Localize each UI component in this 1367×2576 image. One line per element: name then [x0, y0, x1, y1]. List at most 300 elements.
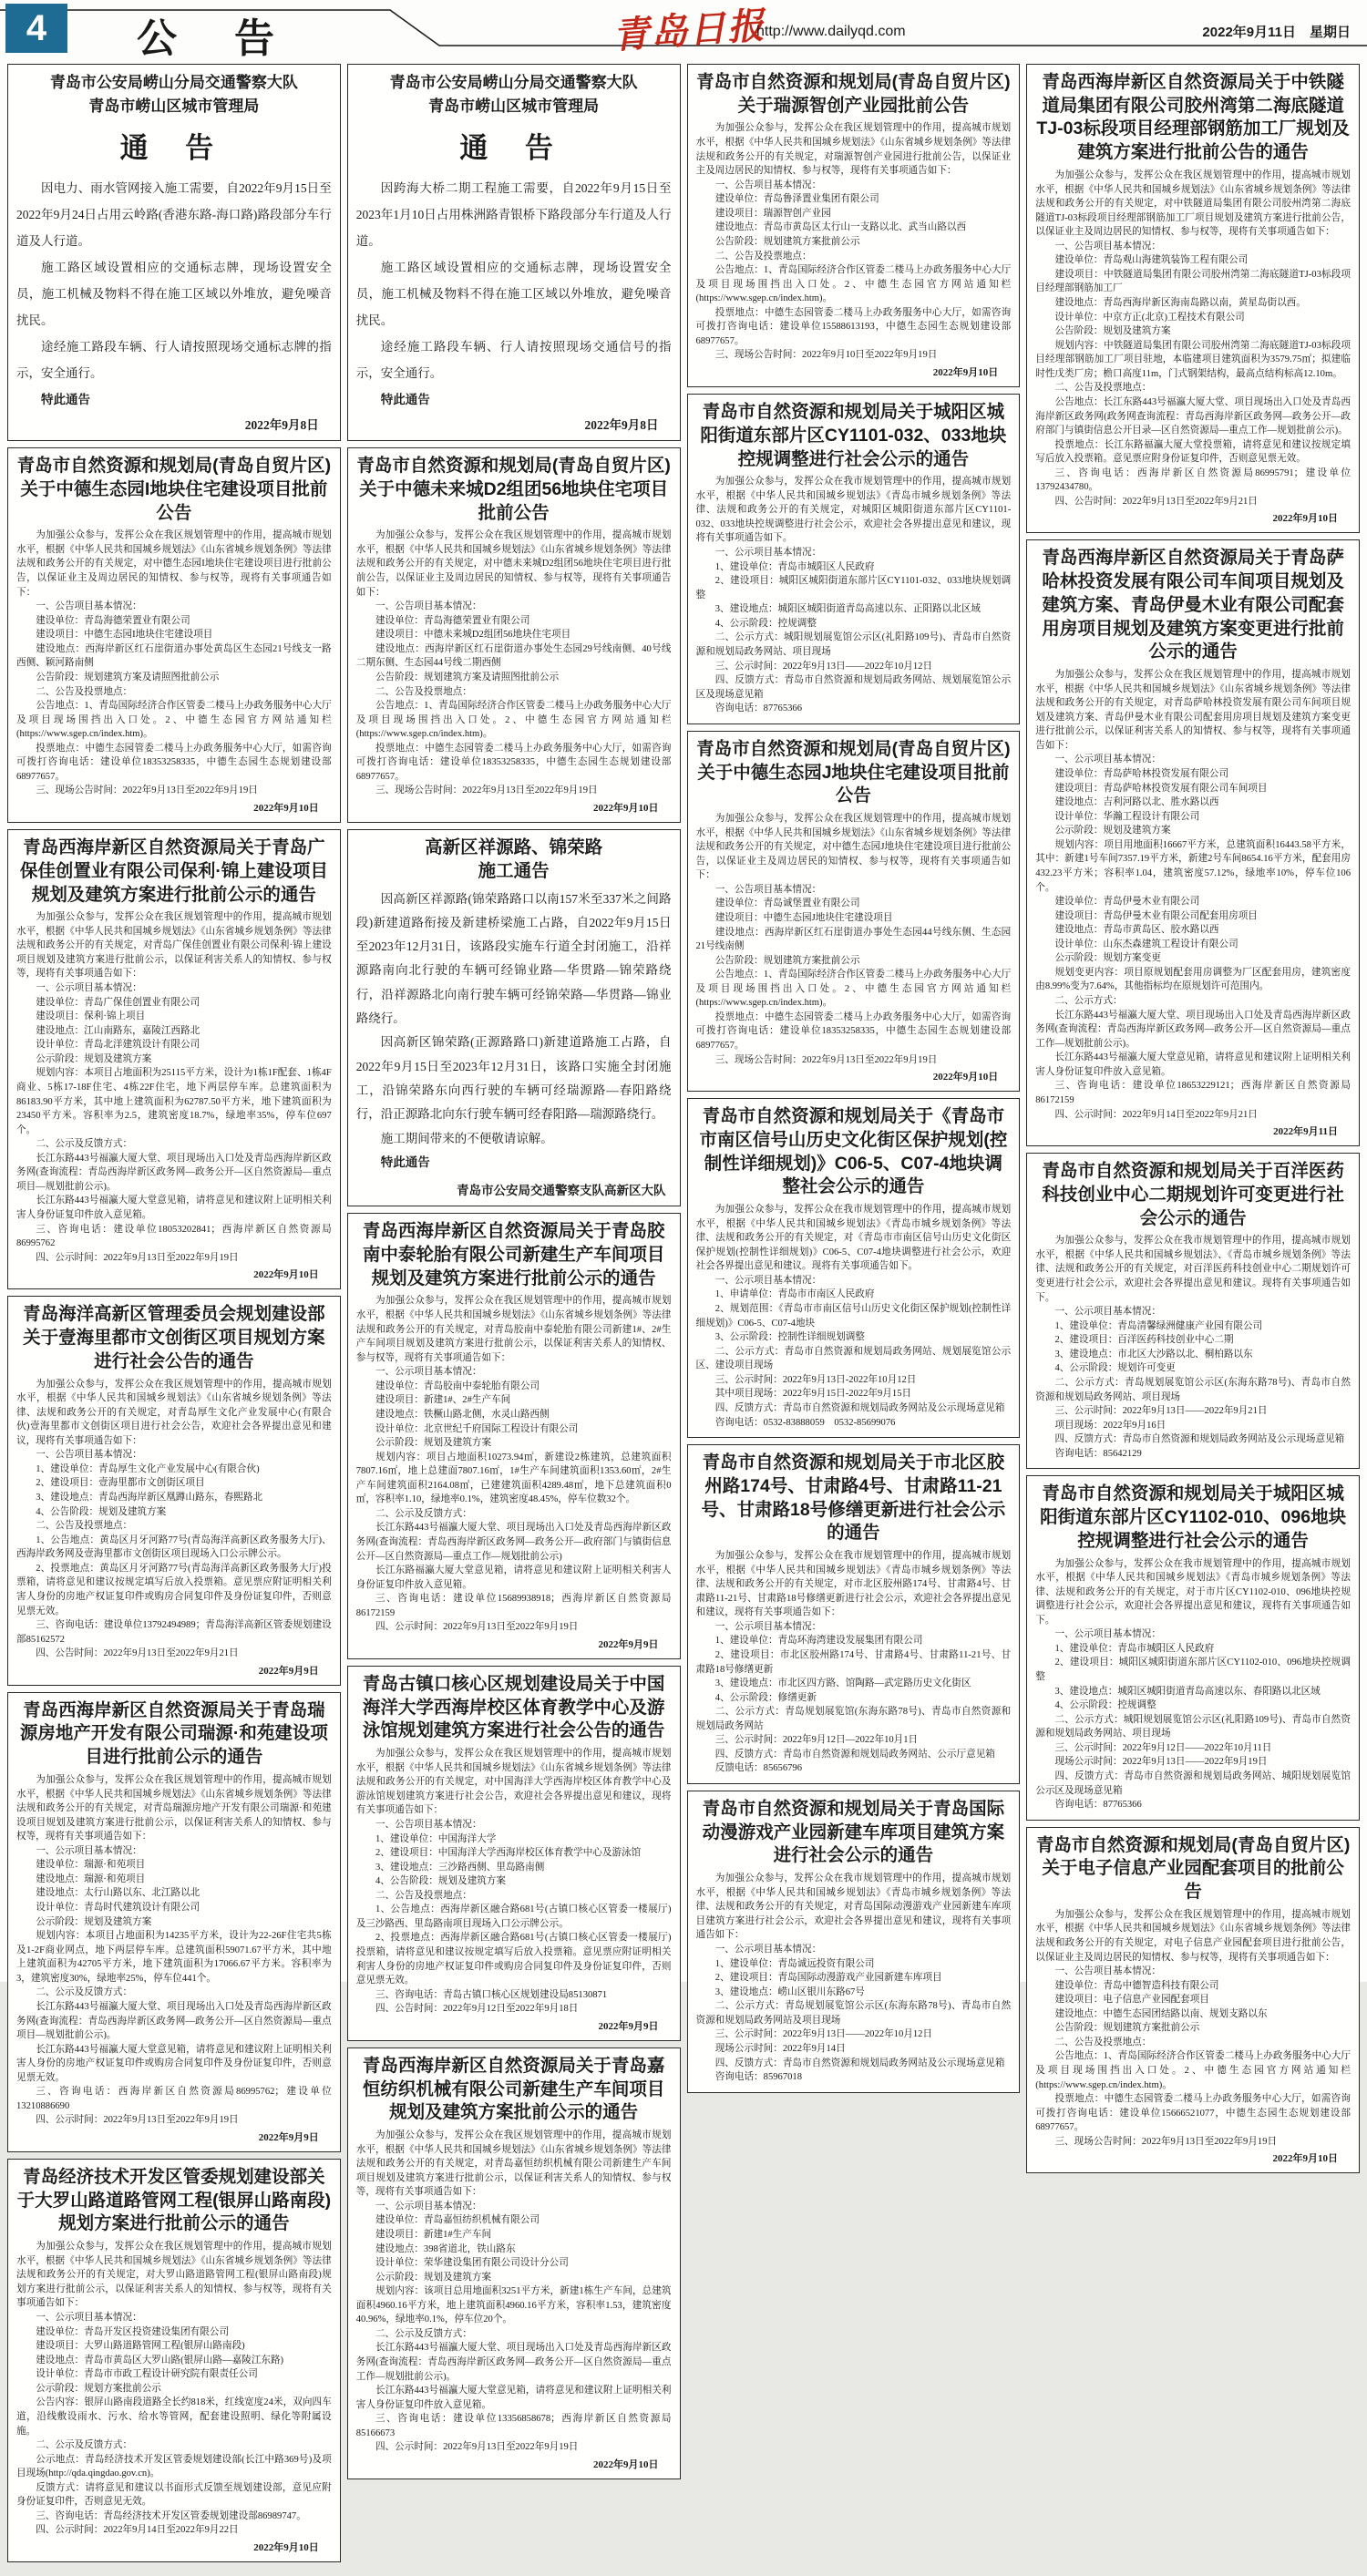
announcement-paragraph: 一、公示项目基本情况： — [36, 983, 142, 994]
announcement — [347, 1666, 681, 2041]
announcement-paragraph: 咨询电话：85642129 — [1054, 1448, 1142, 1459]
announcement-paragraph: 公示阶段：规划方案变更 — [1054, 953, 1161, 964]
announcement-title: 青岛市自然资源和规划局(青岛自贸片区)关于中德未来城D2组团56地块住宅项目批前公告 — [356, 456, 671, 523]
announcement-paragraph: 公告阶段：规划及建筑方案 — [1054, 326, 1171, 337]
announcement-paragraph: 建设项目：中德生态园I地块住宅建设项目 — [36, 630, 213, 641]
issue-date: 2022年9月11日 星期日 — [1202, 25, 1351, 40]
announcement-paragraph: 一、公告项目基本情况： — [36, 601, 142, 612]
announcement-paragraph: 3、建设地点：市北区大沙路以北、桐柏路以东 — [1054, 1349, 1253, 1360]
announcement-paragraph: 1、建设单位：青岛清馨绿洲健康产业园有限公司 — [1054, 1320, 1263, 1331]
announcement-paragraph: 二、公示方式：青岛规划展览馆公示区(东海东路78号)、青岛市自然资源和规划局政务网站、项目现场 — [1035, 1377, 1351, 1402]
announcement-paragraph: 建设项目：中德生态园J地块住宅建设项目 — [714, 912, 893, 923]
announcement-paragraph: 二、公告及投票地点： — [1054, 383, 1152, 394]
announcement-title: 高新区祥源路、锦荣路 施工通告 — [425, 837, 603, 881]
announcement-paragraph: 建设项目：青岛萨哈林投资发展有限公司车间项目 — [1054, 783, 1268, 794]
announcement-paragraph: 设计单位：山东杰森建筑工程设计有限公司 — [1054, 939, 1239, 949]
announcement — [347, 2047, 681, 2479]
announcement-paragraph: 公告地点：1、青岛国际经济合作区管委二楼马上办政务服务中心大厅及项目现场围挡出入口处。2、中德生态园官方网站通知栏(https://www.sgep.cn/index.htm)。 — [695, 970, 1012, 1009]
announcement-paragraph: 一、公告项目基本情况： — [1054, 241, 1161, 251]
announcement-paragraph: 建设地点：铁橛山路北侧，水灵山路西侧 — [375, 1409, 550, 1420]
announcement-paragraph: 公示地点：青岛经济技术开发区管委规划建设部(长江中路369号)及项目现场(http://qda.qingdao.gov.cn)。 — [16, 2454, 332, 2479]
announcement-paragraph: 二、公告及投票地点： — [714, 251, 812, 262]
announcement-paragraph: 公告地点：1、青岛国际经济合作区管委二楼马上办政务服务中心大厅及项目现场围挡出入口处。2、中德生态园官方网站通知栏(https://www.sgep.cn/index.htm)。 — [1035, 2051, 1351, 2090]
announcement-paragraph: 公告阶段：规划建筑方案及请照图批前公示 — [36, 672, 220, 682]
announcement-paragraph: 一、公示项目基本情况： — [714, 548, 822, 559]
announcement-title: 青岛西海岸新区自然资源局关于青岛萨哈林投资发展有限公司车间项目规划及建筑方案、青岛伊曼木业有限公司配套用房项目规划及建筑方案变更进行批前公示的通告 — [1042, 548, 1344, 662]
announcement-paragraph: 现场公示时间：2022年9月13日——2022年9月19日 — [1054, 1757, 1268, 1768]
announcement-paragraph: 3、建设地点：市北区四方路、馆陶路—武定路历史文化街区 — [714, 1678, 971, 1689]
announcement — [1026, 1475, 1360, 1820]
announcement — [687, 394, 1021, 724]
announcement-paragraph: 三、现场公告时间：2022年9月13日至2022年9月19日 — [375, 785, 598, 796]
announcement-paragraph: 二、公示方式：城阳规划展览馆公示区(礼阳路109号)、青岛市自然资源和规划局政务网站、项目现场 — [695, 632, 1012, 657]
announcement-paragraph: 三、公示时间：2022年9月12日——2022年10月11日 — [1054, 1742, 1272, 1753]
announcement-paragraph: 公告阶段：规划建筑方案批前公示 — [714, 955, 860, 966]
announcement-paragraph: 3、公示阶段：控制性详细规划调整 — [714, 1332, 865, 1343]
announcement-title: 青岛西海岸新区自然资源局关于青岛嘉恒纺织机械有限公司新建生产车间项目规划及建筑方案批前公示的通告 — [362, 2055, 665, 2123]
announcement-title: 青岛市自然资源和规划局(青岛自贸片区)关于电子信息产业园配套项目的批前公告 — [1035, 1834, 1351, 1903]
announcement-paragraph: 三、公示时间：2022年9月13日——2022年9月21日 — [1054, 1406, 1268, 1417]
announcement-title: 青岛市自然资源和规划局关于青岛国际动漫游戏产业园新建车库项目建筑方案进行社会公示的通告 — [702, 1799, 1005, 1866]
announcement-paragraph: 三、咨询电话：建设单位18053202841；西海岸新区自然资源局86995762 — [16, 1224, 332, 1249]
announcement-paragraph: 建设项目：中德未来城D2组团56地块住宅项目 — [375, 630, 571, 641]
page-header — [0, 0, 1367, 61]
announcement-paragraph: 二、公示方式：青岛规划展览馆公示区(东海东路78号)、青岛市自然资源和规划局政务网站及项目现场 — [695, 2001, 1012, 2026]
announcement-paragraph: 长江东路443号福瀛大厦大堂意见箱，请将意见和建议附上证明相关利害人身份证复印件放入意见箱。 — [16, 1196, 332, 1221]
announcement-paragraph: 二、公告及投票地点： — [36, 686, 133, 697]
announcement-paragraph: 1、建设单位：青岛环海湾建设发展集团有限公司 — [714, 1636, 923, 1647]
announcement-paragraph: 四、反馈方式：青岛市自然资源和规划局政务网站、公示厅意见箱 — [714, 1749, 995, 1760]
announcement — [1026, 64, 1360, 533]
announcement-paragraph: 二、公告及投票地点： — [36, 1521, 133, 1532]
announcement-paragraph: 投票地点：长江东路福瀛大厦大堂投票箱，请将意见和建议按规定填写后放入投票箱。意见票应附身份证复印件，否则意见票无效。 — [1035, 439, 1351, 465]
announcement-paragraph: 规划内容：本项目占地面积为25115平方米，设计为1栋1F配套、1栋4F商业、5栋17-18F住宅、4栋22F住宅，地下两层停车库。总建筑面积为86183.90平方米，其中地上建筑面积为62787.50平方米，地下建筑面积为23450平方米。容积率为2.5，建筑密度18.7%，绿地率35%，停车位697个。 — [16, 1068, 332, 1135]
announcement-paragraph: 长江东路443号福瀛大厦大堂意见箱，请将意见和建议附上证明相关利害人身份证复印件放入意见箱。 — [1035, 1052, 1351, 1077]
announcement-title: 青岛古镇口核心区规划建设局关于中国海洋大学西海岸校区体育教学中心及游泳馆规划建筑方案进行社会公告的通告 — [362, 1673, 665, 1741]
announcement-paragraph: 公示阶段：规划及建筑方案 — [375, 2272, 492, 2283]
announcement-paragraph: 为加强公众参与，发挥公众在我市规划管理中的作用，提高城市规划水平，根据《中华人民共和国城乡规划法》《青岛市城乡规划条例》等法律、法规和政务公开的有关规定，对《青岛市市南区信号山历史文化街区保护规划(控制性详细规划)》C06-5、C07-4地块调整进行社会公示，欢迎社会各界提出意见和建议。现将有关事项通告如下。 — [695, 1205, 1012, 1272]
announcement-title: 青岛市自然资源和规划局关于城阳区城阳街道东部片区CY1102-010、096地块控规调整进行社会公示的通告 — [1040, 1483, 1347, 1551]
announcement-paragraph: 四、公示时间：2022年9月13日至2022年9月19日 — [36, 2115, 239, 2126]
announcement — [7, 1692, 341, 2152]
announcement-paragraph: 为加强公众参与，发挥公众在我区规划管理中的作用，提高城市规划水平，根据《中华人民共和国城乡规划法》《山东省城乡规划条例》等法律法规和政务公开的有关规定，对中铁隧道局集团有限公司胶州湾第二海底隧道TJ-03标段项目经理部钢筋加工厂项目规划及建筑方案进行批前公告，以保证业主及周边居民的知情权、参与权等，现将有关事项通告如下： — [1035, 169, 1351, 238]
announcement-paragraph: 为加强公众参与，发挥公众在我市规划管理中的作用，提高城市规划水平，根据《中华人民共和国城乡规划法》《青岛市城乡规划条例》等法律、法规和政务公开的有关规定，对青岛国际动漫游戏产业园新建车库项目建筑方案进行社会公示，欢迎社会各界提出意见和建议，现将有关事项通告如下： — [695, 1873, 1012, 1941]
announcement-paragraph: 设计单位：青岛北洋建筑设计有限公司 — [36, 1040, 200, 1051]
announcement-paragraph: 1、建设单位：青岛市城阳区人民政府 — [1054, 1643, 1215, 1654]
announcement-paragraph: 二、公告及投票地点： — [375, 1890, 472, 1901]
announcement-paragraph: 长江东路443号福瀛大厦大堂、项目现场出入口处及青岛西海岸新区政务网(查询流程：青岛西海岸新区政务网—政务公开—政府部门与镇街信息公开—区自然资源局—重点工作—规划批前公示) — [355, 1523, 672, 1562]
announcement-paragraph: 公告阶段：规划建筑方案批前公示 — [1054, 2023, 1200, 2034]
announcement-paragraph: 为加强公众参与，发挥公众在我区规划管理中的作用，提高城市规划水平，根据《中华人民共和国城乡规划法》《山东省城乡规划条例》等法律法规和政务公开的有关规定，对中德生态园J地块住宅建设项目进行批前公告，以保证业主及周边居民的知情权、参与权等，现将有关事项通告如下： — [695, 814, 1012, 881]
announcement-paragraph: 公示阶段：规划及建筑方案 — [36, 1053, 152, 1064]
announcement-paragraph: 为加强公众参与，发挥公众在我区规划管理中的作用，提高城市规划水平，根据《中华人民共和国城乡规划法》《山东省城乡规划条例》等法律法规和政务公开的有关规定，对青岛胶南中泰轮胎有限公司新建1#、2#生产车间项目规划及建筑方案进行批前公示，以保证利害关系人的知情权、参与权等，现将有关事项通告如下： — [355, 1296, 672, 1363]
announcement-date: 2022年9月10日 — [593, 2458, 659, 2470]
announcement-paragraph: 咨询电话：87765366 — [714, 703, 803, 714]
announcement-paragraph: 建设单位：青岛萨哈林投资发展有限公司 — [1054, 769, 1229, 780]
announcement-paragraph: 四、公示时间：2022年9月13日至2022年9月19日 — [36, 1252, 239, 1263]
announcement-paragraph: 二、公示方式：青岛市自然资源和规划局政务网站、规划展览馆公示区、建设项目现场 — [695, 1346, 1012, 1371]
announcement-paragraph: 为加强公众参与，发挥公众在我市规划管理中的作用，提高城市规划水平，根据《中华人民共和国城乡规划法》《青岛市城乡规划条例》等法律、法规和政务公开的有关规定，对于市片区CY1102-010、096地块控规调整进行社会公示，欢迎社会各界提出意见和建议，现将有关事项通告如下。 — [1035, 1558, 1351, 1626]
announcement-paragraph: 长江东路福瀛大厦大堂意见箱，请将意见和建议附上证明相关利害人身份证复印件放入意见箱。 — [355, 1565, 672, 1590]
announcement — [7, 447, 341, 823]
announcement-paragraph: 建设单位：青岛伊曼木业有限公司 — [1054, 897, 1200, 908]
announcement-paragraph: 建设地点：江山南路东，嘉陵江西路北 — [36, 1025, 200, 1036]
announcement-paragraph: 公告阶段：规划建筑方案及请照图批前公示 — [375, 672, 560, 682]
issuing-org-line: 青岛市崂山区城市管理局 — [428, 97, 600, 115]
announcement-paragraph: 三、咨询电话：建设单位13356858678；西海岸新区自然资源局85166673 — [355, 2414, 672, 2438]
announcement-paragraph: 长江东路443号福瀛大厦大堂意见箱，请将意见和建议附上证明相关利害人身份证复印件放入意见箱。 — [355, 2386, 672, 2410]
announcement-paragraph: 3、建设地点：崂山区银川东路67号 — [714, 1986, 865, 1997]
announcement-paragraph: 施工期间带来的不便敬请谅解。 — [380, 1131, 553, 1145]
announcement-paragraph: 建设项目：瑞源智创产业园 — [714, 208, 831, 219]
announcement-paragraph: 一、公告项目基本情况： — [714, 884, 822, 895]
announcement — [347, 64, 681, 441]
announcement-paragraph: 公示阶段：规划方案批前公示 — [36, 2383, 161, 2394]
announcement-paragraph: 四、公告时间：2022年9月13日至2022年9月21日 — [36, 1648, 239, 1659]
announcement-paragraph: 1、建设单位：青岛诚远投资有限公司 — [714, 1958, 875, 1969]
announcement-paragraph: 投票地点：中德生态园管委二楼马上办政务服务中心大厅，如需咨询可拨打咨询电话：建设单位18353258335，中德生态园生态规划建设部68977657。 — [355, 743, 672, 782]
announcement-paragraph: 长江东路443号福瀛大厦大堂、项目现场出入口处及青岛西海岸新区政务网(查询流程：青岛西海岸新区政务网—政务公开—区自然资源局—重点工作—规划批前公示)。 — [1035, 1010, 1351, 1049]
announcement-paragraph: 建设单位：青岛诚堡置业有限公司 — [714, 898, 860, 909]
announcement-paragraph: 反馈方式：请将意见和建议以书面形式反馈至规划建设部，意见应附身份证复印件，否则意见无效。 — [16, 2482, 332, 2508]
announcement-paragraph: 规划内容：本项目占地面积为14235平方米，设计为22-26F住宅共5栋及1-2F商业网点，地下两层停车库。总建筑面积59071.67平方米，其中地上建筑面积为42705平方米，地下建筑面积为17066.67平方米。容积率为3，建筑密度30%，绿地率25%，停车位441个。 — [16, 1931, 332, 1984]
announcement-paragraph: 施工路区域设置相应的交通标志牌，现场设置安全员，施工机械及物料不得在施工区域以外堆放，避免噪音扰民。 — [16, 261, 332, 328]
announcement-paragraph: 二、公示方式：城阳规划展览馆公示区(礼阳路109号)、青岛市自然资源和规划局政务网站、项目现场 — [1035, 1714, 1351, 1740]
column-3 — [687, 64, 1021, 2099]
announcement-paragraph: 4、公示阶段：控规调整 — [714, 618, 817, 629]
announcement-paragraph: 四、反馈方式：青岛市自然资源和规划局政务网站、城阳规划展览馆公示区及现场意见箱 — [1035, 1770, 1351, 1796]
announcement — [7, 1296, 341, 1685]
announcement-paragraph: 因跨海大桥二期工程施工需要，自2022年9月15日至2023年1月10日占用株洲路青银桥下路段部分车行道及人行道。 — [355, 181, 672, 249]
announcement-paragraph: 4、公示阶段：控规调整 — [1054, 1700, 1156, 1711]
announcement-paragraph: 4、公示阶段：规划许可变更 — [1054, 1363, 1176, 1374]
announcement-paragraph: 公告地点：1、青岛国际经济合作区管委二楼马上办政务服务中心大厅及项目现场围挡出入口处。2、中德生态园官方网站通知栏(https://www.sgep.cn/index.htm)。 — [16, 701, 332, 740]
announcement-paragraph: 因高新区祥源路(锦荣路路口以南157米至337米之间路段)新建道路衔接及新建桥梁施工占路，自2022年9月15日至2023年12月31日，该路段实施车行道全封闭施工，沿祥源路南向北行驶的车辆可经锦业路—华贯路—锦荣路绕行，沿祥源路北向南行驶车辆可经锦荣路—华贯路—锦业路绕行。 — [355, 891, 672, 1026]
announcement-date: 2022年9月10日 — [253, 1269, 319, 1281]
announcement-paragraph: 3、建设地点：三沙路西侧、里岛路南侧 — [375, 1862, 545, 1873]
column-4 — [1026, 64, 1360, 2180]
announcement-paragraph: 一、公示项目基本情况： — [375, 1367, 482, 1378]
announcement-paragraph: 规划内容：中铁隧道局集团有限公司胶州湾第二海底隧道TJ-03标段项目经理部钢筋加工厂项目驻地，本临建项目建筑面积为3579.75㎡；拟建临时性戊类厂房；檐口高度11m，门式钢架结构，最高点结构标高12.10m。 — [1035, 340, 1351, 379]
announcement-paragraph: 1、建设单位：中国海洋大学 — [375, 1833, 497, 1844]
announcement — [687, 1791, 1021, 2093]
announcement-paragraph: 咨询电话：85967018 — [714, 2072, 803, 2083]
announcement-paragraph: 2、规划范围：《青岛市市南区信号山历史文化街区保护规划(控制性详细规划)》C06-5、C07-4地块 — [695, 1304, 1012, 1329]
announcement-paragraph: 公示阶段：规划及建筑方案 — [36, 1916, 152, 1927]
announcement-title: 青岛西海岸新区自然资源局关于青岛胶南中泰轮胎有限公司新建生产车间项目规划及建筑方案进行批前公示的通告 — [362, 1221, 665, 1288]
announcement-paragraph: 四、公示时间：2022年9月14日至2022年9月21日 — [1054, 1109, 1258, 1120]
announcement-paragraph: 3、建设地点：青岛西海岸新区凰蹲山路东，春熙路北 — [36, 1493, 263, 1503]
announcement-paragraph: 反馈电话：85656796 — [714, 1763, 803, 1774]
announcement-paragraph: 长江东路443号福瀛大厦大堂意见箱，请将意见和建议附上证明相关利害人身份的房地产权证复印件或购房合同复印件及身份证复印件，否则意见票无效。 — [16, 2044, 332, 2083]
announcement-paragraph: 规划内容：项目占地面积10273.94㎡，新建设2栋建筑，总建筑面积7807.16㎡，地上总建面7807.16㎡，1#生产车间建筑面积1353.60㎡，2#生产车间建筑面积2164.08㎡，已建建筑面积4289.48㎡，地下总建筑面积0㎡，容积率1.10，绿地率0.1%，建筑密度48.45%，停车位数32个。 — [355, 1452, 672, 1505]
announcement-paragraph: 为加强公众参与，发挥公众在我区规划管理中的作用，提高城市规划水平，根据《中华人民共和国城乡规划法》《山东省城乡规划条例》等法律法规和政务公开的有关规定，对青岛瑞源房地产开发有限公司瑞源·和苑建设项目规划及建筑方案进行批前公示，以保证利害关系人的知情权、参与权等，现将有关事项通告如下： — [16, 1774, 332, 1842]
announcement-paragraph: 一、公示项目基本情况： — [1054, 754, 1161, 765]
announcement — [1026, 539, 1360, 1146]
signature: 青岛市公安局交通警察支队高新区大队 — [457, 1184, 666, 1198]
column-2 — [347, 64, 681, 2486]
announcement-paragraph: 建设单位：青岛胶南中泰轮胎有限公司 — [375, 1380, 540, 1391]
announcement — [347, 447, 681, 823]
announcement-date: 2022年9月10日 — [932, 367, 999, 379]
announcement-paragraph: 投票地点：中德生态园管委二楼马上办政务服务中心大厅，如需咨询可拨打咨询电话：建设单位15666521077，中德生态园生态规划建设部68977657。 — [1035, 2094, 1351, 2133]
announcement-paragraph: 现场公示时间：2022年9月14日 — [714, 2043, 846, 2054]
announcement-paragraph: 一、公示项目基本情况： — [714, 1275, 822, 1286]
announcement-paragraph: 因高新区锦荣路(正源路路口)新建道路施工占路，自2022年9月15日至2023年12月31日，该路口实施全封闭施工，沿锦荣路东向西行驶的车辆可经瑞源路—春阳路绕行，沿正源路北向东行驶车辆可经春阳路—瑞源路绕行。 — [355, 1035, 672, 1122]
announcement-paragraph: 四、反馈方式：青岛市自然资源和规划局政务网站及公示现场意见箱 — [1054, 1434, 1345, 1445]
announcement-paragraph: 公告地点：1、青岛国际经济合作区管委二楼马上办政务服务中心大厅及项目现场围挡出入口处。2、中德生态园官方网站通知栏(https://www.sgep.cn/index.htm)。 — [355, 701, 672, 740]
announcement-paragraph: 一、公示项目基本情况： — [714, 1945, 822, 1955]
masthead-logo: 青岛日报 — [611, 4, 767, 57]
announcement-paragraph: 长江东路443号福瀛大厦大堂、项目现场出入口处及青岛西海岸新区政务网(查询流程：青岛西海岸新区政务网—政务公开—区自然资源局—重点工作—规划批前公示)。 — [355, 2343, 672, 2382]
announcement-paragraph: 建设项目：青岛伊曼木业有限公司配套用房项目 — [1054, 910, 1258, 921]
announcement-paragraph: 四、公告时间：2022年9月13日至2022年9月21日 — [1054, 496, 1258, 507]
announcement-date: 2022年9月10日 — [253, 2542, 319, 2554]
announcement-date: 2022年9月8日 — [584, 418, 659, 433]
announcement-paragraph: 建设地点：吉利河路以北、胜水路以西 — [1054, 797, 1219, 808]
announcement-paragraph: 设计单位：青岛市市政工程设计研究院有限责任公司 — [36, 2369, 258, 2380]
announcement-title: 青岛市自然资源和规划局关于百洋医药科技创业中心二期规划许可变更进行社会公示的通告 — [1042, 1161, 1344, 1228]
announcement-paragraph: 二、公示及反馈方式： — [36, 2440, 133, 2451]
announcement-paragraph: 设计单位：青岛时代建筑设计有限公司 — [36, 1903, 200, 1914]
announcement-paragraph: 建设项目：新建1#、2#生产车间 — [375, 1395, 511, 1406]
announcement-paragraph: 其中项目现场：2022年9月15日-2022年9月15日 — [714, 1389, 912, 1400]
announcement-date: 2022年9月9日 — [258, 2132, 319, 2144]
announcement — [347, 829, 681, 1206]
announcement-date: 2022年9月9日 — [598, 1638, 659, 1650]
announcement-paragraph: 建设单位：青岛海德荣置业有限公司 — [375, 615, 530, 626]
announcement-paragraph: 特此通告 — [41, 393, 90, 407]
announcement-paragraph: 建设地点：太行山路以东、北江路以北 — [36, 1888, 200, 1899]
announcement-paragraph: 为加强公众参与，发挥公众在我区规划管理中的作用，提高城市规划水平，根据《中华人民共和国城乡规划法》《山东省城乡规划条例》等法律法规和政务公开的有关规定，对中国海洋大学西海岸校区体育教学中心及游泳馆规划建筑方案进行社会公告，欢迎社会各界提出意见和建议，现将有关事项通告如下： — [355, 1749, 672, 1816]
announcement-paragraph: 一、公示项目基本情况： — [1054, 1307, 1161, 1318]
announcement-paragraph: 为加强公众参与，发挥公众在我区规划管理中的作用，提高城市规划水平，根据《中华人民共和国城乡规划法》《山东省城乡规划条例》等法律法规和政务公开的有关规定，对青岛广保佳创置业有限公司保利·锦上建设项目规划及建筑方案进行批前公示，以保证利害关系人的知情权、参与权等，现将有关事项通告如下： — [16, 912, 332, 980]
announcement-paragraph: 4、公示阶段：修缮更新 — [714, 1692, 817, 1703]
announcement-paragraph: 为加强公众参与，发挥公众在我区规划管理中的作用，提高城市规划水平，根据《中华人民共和国城乡规划法》《山东省城乡规划条例》等法律法规和政务公开的有关规定，对瑞源智创产业园进行批前公告，以保证业主及周边居民的知情权、参与权等，现将有关事项通告如下： — [695, 123, 1012, 177]
announcement-paragraph: 施工路区域设置相应的交通标志牌，现场设置安全员，施工机械及物料不得在施工区域以外堆放，避免噪音扰民。 — [355, 261, 672, 328]
announcement-paragraph: 一、公示项目基本情况： — [36, 2313, 142, 2324]
announcement-paragraph: 建设地点：青岛市黄岛区、胶水路以西 — [1054, 925, 1219, 936]
announcement-paragraph: 因电力、雨水管网接入施工需要，自2022年9月15日至2022年9月24日占用云岭路(香港东路-海口路)路段部分车行道及人行道。 — [16, 181, 332, 249]
announcement-paragraph: 规划内容：该项目总用地面积3251平方米，新建1栋生产车间，总建筑面积4960.16平方米，地上建筑面积4960.16平方米，容积率1.53，建筑密度40.96%，绿地率0.1%，停车位20个。 — [355, 2286, 672, 2325]
announcement-paragraph: 建设项目：大罗山路道路管网工程(银屏山路南段) — [36, 2341, 245, 2352]
announcement-paragraph: 三、咨询电话：青岛古镇口核心区规划建设局85130871 — [375, 1989, 608, 2000]
announcement-paragraph: 一、公示项目基本情况： — [375, 2201, 482, 2212]
announcement-paragraph: 三、咨询电话：西海岸新区自然资源局86995791；建设单位13792434780。 — [1035, 467, 1351, 493]
announcement-date: 2022年9月11日 — [1273, 1126, 1338, 1138]
announcement-paragraph: 四、反馈方式：青岛市自然资源和规划局政务网站及公示现场意见箱 — [714, 2058, 1005, 2068]
announcement-paragraph: 三、公示时间：2022年9月13日——2022年10月12日 — [714, 2029, 933, 2040]
announcement-title: 青岛经济技术开发区管委规划建设部关于大罗山路道路管网工程(银屏山路南段)规划方案进行批前公示的通告 — [16, 2167, 332, 2234]
announcement — [687, 731, 1021, 1092]
announcement-paragraph: 三、咨询电话：建设单位18653229121；西海岸新区自然资源局86172159 — [1035, 1081, 1351, 1105]
announcement-paragraph: 建设单位：青岛观山海建筑装饰工程有限公司 — [1054, 255, 1249, 266]
page-number: 4 — [5, 4, 67, 53]
announcement-paragraph: 建设单位：瑞源·和苑项目 — [36, 1860, 146, 1871]
announcement-title: 青岛西海岸新区自然资源局关于青岛瑞源房地产开发有限公司瑞源·和苑建设项目进行批前公示的通告 — [19, 1699, 328, 1768]
announcement-paragraph: 三、咨询电话：青岛经济技术开发区管委规划建设部86989747。 — [36, 2510, 306, 2521]
announcement-paragraph: 公告地点：1、青岛国际经济合作区管委二楼马上办政务服务中心大厅及项目现场围挡出入口处。2、中德生态园官方网站通知栏(https://www.sgep.cn/index.htm)。 — [695, 265, 1012, 304]
announcement-paragraph: 三、现场公告时间：2022年9月10日至2022年9月19日 — [714, 350, 938, 361]
announcement-paragraph: 四、公示时间：2022年9月13日至2022年9月19日 — [375, 1622, 579, 1633]
announcement-paragraph: 三、公示时间：2022年9月12日—2022年10月1日 — [714, 1735, 919, 1746]
announcement-paragraph: 建设单位：青岛鲁泽置业集团有限公司 — [714, 194, 879, 205]
announcement-paragraph: 公示阶段：规划及建筑方案 — [1054, 826, 1171, 836]
announcement-title: 青岛市自然资源和规划局(青岛自贸片区)关于中德生态园I地块住宅建设项目批前公告 — [16, 456, 332, 523]
announcement — [1026, 1153, 1360, 1469]
announcement-paragraph: 二、公示及反馈方式： — [36, 1139, 133, 1150]
announcement — [687, 1098, 1021, 1438]
announcement-paragraph: 建设项目：电子信息产业园配套项目 — [1054, 1995, 1209, 2006]
announcement-paragraph: 规划变更内容：项目原规划配套用房调整为厂区配套用房，建筑密度由8.99%变为7.64%，其他指标均在原规划许可范围内。 — [1035, 967, 1351, 992]
announcement-date: 2022年9月9日 — [258, 1665, 319, 1677]
issuing-org-line: 青岛市公安局崂山分局交通警察大队 — [389, 74, 638, 91]
announcement-paragraph: 咨询电话：87765366 — [1054, 1800, 1142, 1811]
announcement-paragraph: 3、建设地点：城阳区城阳街道青岛高速以东、春阳路以北区域 — [1054, 1686, 1321, 1697]
announcement-paragraph: 途经施工路段车辆、行人请按照现场交通标志牌的指示，安全通行。 — [16, 340, 332, 381]
announcement-paragraph: 2、建设项目：城阳区城阳街道东部片区CY1102-010、096地块控规调整 — [1035, 1657, 1351, 1683]
announcement-paragraph: 2、投票地点：西海岸新区融合路681号(古镇口核心区管委一楼展厅)投票箱，请将意见和建议按规定填写后放入投票箱。意见票应附证明相关利害人身份的房地产权证复印件或购房合同复印件及身份证复印件，否则意见票无效。 — [355, 1933, 672, 1986]
announcement-paragraph: 二、公示方式：青岛规划展览馆(东海东路78号)、青岛市自然资源和规划局政务网站 — [695, 1707, 1012, 1731]
announcement-paragraph: 三、咨询电话：西海岸新区自然资源局86995762；建设单位13210886690 — [16, 2087, 332, 2111]
announcement-paragraph: 4、公告阶段：规划及建筑方案 — [36, 1506, 167, 1517]
announcement-date: 2022年9月10日 — [253, 803, 319, 815]
announcement-paragraph: 1、公告地点：黄岛区月牙河路77号(青岛海洋高新区政务服务大厅)、西海岸政务网及壹海里都市文创街区项目现场入口公示牌公示。 — [16, 1534, 332, 1560]
announcement-paragraph: 建设地点：西海岸新区红石崖街道办事处生态园29号线南侧、40号线二期东侧、生态园44号线二期西侧 — [355, 643, 672, 669]
announcement-date: 2022年9月9日 — [598, 2020, 659, 2032]
announcement-paragraph: 二、公告及投票地点： — [375, 686, 472, 697]
announcement-paragraph: 为加强公众参与，发挥公众在我区规划管理中的作用，提高城市规划水平，根据《中华人民共和国城乡规划法》《山东省城乡规划条例》等法律法规和政务公开的有关规定，对中德生态园I地块住宅建设项目进行批前公告，以保证业主及周边居民的知情权、参与权等，现将有关事项通告如下： — [16, 530, 332, 598]
announcement-paragraph: 为加强公众参与，发挥公众在我市规划管理中的作用，提高城市规划水平，根据《中华人民共和国城乡规划法》《青岛市城乡规划条例》等法律、法规和政务公开的有关规定，对市北区胶州路174号、甘肃路4号、甘肃路11-21号、甘肃路18号修缮更新进行社会公示，欢迎社会各界提出意见和建议，现将有关事项通告如下： — [695, 1551, 1012, 1618]
announcement-paragraph: 建设地点：中德生态园团结路以南、规划支路以东 — [1054, 2008, 1268, 2019]
announcement-paragraph: 公示阶段：规划及建筑方案 — [375, 1438, 492, 1449]
announcement-paragraph: 三、咨询电话：建设单位15689938918；西海岸新区自然资源局86172159 — [355, 1594, 672, 1618]
announcement-paragraph: 建设项目：新建1#生产车间 — [375, 2229, 492, 2240]
announcement-paragraph: 为加强公众参与，发挥公众在我市规划管理中的作用，提高城市规划水平，根据《中华人民共和国城乡规划法》、《青岛市城乡规划条例》等法律、法规和政务公开的有关规定，对百洋医药科技创业中心二期规划许可变更进行社会公示，欢迎社会各界提出意见和建议。现将有关事项通告如下。 — [1035, 1236, 1351, 1303]
announcement-paragraph: 为加强公众参与，发挥公众在我区规划管理中的作用，提高城市规划水平，根据《中华人民共和国城乡规划法》《山东省城乡规划条例》等法律法规和政务公开的有关规定，对中德未来城D2组团56地块住宅项目进行批前公告，以保证业主及周边居民的知情权、参与权等，现将有关事项通告如下： — [355, 530, 672, 598]
announcement-paragraph: 建设单位：青岛海德荣置业有限公司 — [36, 615, 190, 626]
announcement — [687, 64, 1021, 387]
announcement-date: 2022年9月8日 — [244, 418, 319, 433]
announcement-paragraph: 建设地点：398省道北，铁山路东 — [375, 2243, 516, 2254]
announcement-paragraph: 为加强公众参与，发挥公众在我区规划管理中的作用，提高城市规划水平，根据《中华人民共和国城乡规划法》《山东省城乡规划条例》等法律、法规和政务公开的有关规定，对青岛厚生文化产业发展中心(有限合伙)壹海里都市文创街区项目进行社会公告，欢迎社会各界提出意见和建议，现将有关事项通告如下： — [16, 1379, 332, 1446]
announcement-paragraph: 2、建设项目：青岛国际动漫游戏产业园新建车库项目 — [714, 1973, 942, 1984]
announcement-paragraph: 为加强公众参与，发挥公众在我区规划管理中的作用，提高城市规划水平，根据《中华人民共和国城乡规划法》《山东省城乡规划条例》等法律法规和政务公开的有关规定，对青岛嘉恒纺织机械有限公司新建生产车间项目规划及建筑方案进行批前公示，以保证利害关系人的知情权、参与权等，现将有关事项通告如下： — [355, 2130, 672, 2198]
announcement-title: 青岛西海岸新区自然资源局关于青岛广保佳创置业有限公司保利·锦上建设项目规划及建筑方案进行批前公示的通告 — [19, 837, 328, 905]
announcement-paragraph: 三、现场公告时间：2022年9月13日至2022年9月19日 — [36, 785, 258, 796]
announcement-paragraph: 为加强公众参与，发挥公众在我市规划管理中的作用，提高城市规划水平，根据《中华人民共和国城乡规划法》《青岛市城乡规划条例》等法律、法规和政务公开的有关规定，对城阳区城阳街道东部片区CY1101-032、033地块控规调整进行社会公示，欢迎社会各界提出意见和建议，现将有关事项通告如下。 — [695, 477, 1012, 544]
announcement-title: 青岛西海岸新区自然资源局关于中铁隧道局集团有限公司胶州湾第二海底隧道TJ-03标段项目经理部钢筋加工厂规划及建筑方案进行批前公告的通告 — [1036, 72, 1350, 163]
announcement-paragraph: 特此通告 — [380, 1155, 430, 1169]
announcement — [1026, 1827, 1360, 2174]
announcement-paragraph: 二、公告及投票地点： — [1054, 2037, 1152, 2047]
announcement-paragraph: 建设单位：青岛嘉恒纺织机械有限公司 — [375, 2215, 540, 2226]
announcement-paragraph: 2、投票地点：黄岛区月牙河路77号(青岛海洋高新区政务服务大厅)投票箱，请将意见和建议按规定填写后放入投票箱。意见票应附证明相关利害人身份的房地产权证复印件或购房合同复印件及身份证复印件，否则意见票无效。 — [16, 1563, 332, 1616]
announcement-title: 青岛市自然资源和规划局关于《青岛市市南区信号山历史文化街区保护规划(控制性详细规划)》C06-5、C07-4地块调整社会公示的通告 — [699, 1106, 1008, 1197]
announcement-paragraph: 三、现场公告时间：2022年9月13日至2022年9月19日 — [714, 1054, 938, 1065]
announcement — [7, 2159, 341, 2562]
announcement-paragraph: 建设地点：西海岸新区红石崖街道办事处黄岛区生态园21号线支一路西侧、颖河路南侧 — [16, 643, 332, 669]
announcement-date: 2022年9月10日 — [932, 1072, 999, 1083]
announcement-paragraph: 三、咨询电话：建设单位13792494989；青岛海洋高新区管委规划建设部85162572 — [16, 1620, 332, 1645]
announcement-date: 2022年9月10日 — [1272, 2153, 1338, 2165]
announcement — [7, 829, 341, 1289]
announcement-paragraph: 一、公告项目基本情况： — [375, 1819, 482, 1830]
announcement-paragraph: 一、公告项目基本情况： — [1054, 1966, 1161, 1977]
announcement-paragraph: 设计单位：华瀚工程设计有限公司 — [1054, 811, 1200, 822]
announcement-paragraph: 投票地点：中德生态园管委二楼马上办政务服务中心大厅，如需咨询可拨打咨询电话：建设单位18353258335，中德生态园生态规划建设部68977657。 — [16, 743, 332, 782]
announcement — [687, 1444, 1021, 1784]
announcement-paragraph: 为加强公众参与，发挥公众在我区规划管理中的作用，提高城市规划水平，根据《中华人民共和国城乡规划法》《山东省城乡规划条例》等法律法规和政务公开的有关规定，对电子信息产业园配套项目进行批前公告，以保证业主及周边居民的知情权、参与权等，现将有关事项通告如下： — [1035, 1909, 1351, 1963]
announcement-paragraph: 三、现场公告时间：2022年9月13日至2022年9月19日 — [1054, 2136, 1278, 2147]
issuing-org-line: 青岛市公安局崂山分局交通警察大队 — [49, 74, 298, 91]
announcement-title: 青岛市自然资源和规划局(青岛自贸片区)关于中德生态园J地块住宅建设项目批前公告 — [696, 738, 1011, 806]
announcement-paragraph: 2、建设项目：壹海里都市文创街区项目 — [36, 1478, 205, 1489]
column-1 — [7, 64, 341, 2569]
announcement-paragraph: 1、建设单位：青岛市城阳区人民政府 — [714, 561, 875, 572]
announcement-paragraph: 1、建设单位：青岛厚生文化产业发展中心(有限合伙) — [36, 1463, 260, 1474]
announcement-paragraph: 1、公告地点：西海岸新区融合路681号(古镇口核心区管委一楼展厅)及三沙路西、里岛路南项目现场入口公示牌公示。 — [355, 1904, 672, 1929]
announcement-paragraph: 四、反馈方式：青岛市自然资源和规划局政务网站及公示现场意见箱 — [714, 1402, 1005, 1413]
announcement-paragraph: 投票地点：中德生态园管委二楼马上办政务服务中心大厅，如需咨询可拨打咨询电话：建设单位15588613193，中德生态园生态规划建设部68977657。 — [695, 307, 1012, 346]
announcement-paragraph: 一、公告项目基本情况： — [375, 601, 482, 612]
announcement-paragraph: 三、公示时间：2022年9月13日-2022年10月12日 — [714, 1374, 917, 1385]
announcement-paragraph: 建设项目：中铁隧道局集团有限公司胶州湾第二海底隧道TJ-03标段项目经理部钢筋加工厂 — [1035, 269, 1351, 294]
announcement — [7, 64, 341, 441]
announcement-paragraph: 公告内容：银屏山路南段道路全长约818米，红线宽度24米，双向四车道，沿线敷设雨水、污水、给水等管网，配套建设照明、绿化等附属设施。 — [16, 2397, 332, 2437]
announcement-paragraph: 为加强公众参与，发挥公众在我区规划管理中的作用，提高城市规划水平，根据《中华人民共和国城乡规划法》《山东省城乡规划条例》等法律法规和政务公开的有关规定，对青岛萨哈林投资发展有限公司车间项目规划及建筑方案、青岛伊曼木业有限公司配套用房项目规划及建筑方案变更进行批前公示，以保证利害关系人的知情权、参与权等，现将有关事项通告如下： — [1035, 670, 1351, 751]
announcement-paragraph: 一、公告项目基本情况： — [714, 180, 822, 190]
announcement-paragraph: 特此通告 — [380, 393, 430, 407]
notice-big-title: 通 告 — [119, 132, 229, 164]
announcement-paragraph: 二、公示及反馈方式： — [375, 1508, 472, 1519]
announcement-title: 青岛市自然资源和规划局关于城阳区城阳街道东部片区CY1101-032、033地块控规调整进行社会公示的通告 — [700, 402, 1007, 469]
announcement-paragraph: 三、公示时间：2022年9月13日——2022年10月12日 — [714, 661, 933, 672]
announcement — [347, 1213, 681, 1659]
announcement-paragraph: 2、建设项目：百洋医药科技创业中心二期 — [1054, 1335, 1234, 1346]
announcement-paragraph: 建设地点：西海岸新区红石崖街道办事处生态园44号线东侧、生态园21号线南侧 — [695, 927, 1012, 952]
announcement-paragraph: 长江东路443号福瀛大厦大堂、项目现场出入口处及青岛西海岸新区政务网(查询流程：青岛西海岸新区政务网—政务公开—区自然资源局—重点项目—规划批前公示)。 — [16, 1153, 332, 1192]
announcement-paragraph: 公告阶段：规划建筑方案批前公示 — [714, 236, 860, 247]
announcement-paragraph: 建设地点：瑞源·和苑项目 — [36, 1873, 146, 1884]
announcement-paragraph: 建设地点：青岛市黄岛区太行山一支路以北、武当山路以西 — [714, 222, 967, 233]
announcement-title: 青岛市自然资源和规划局关于市北区胶州路174号、甘肃路4号、甘肃路11-21号、甘肃路18号修缮更新进行社会公示的通告 — [701, 1452, 1006, 1544]
announcement-paragraph: 四、公示时间：2022年9月14日至2022年9月22日 — [36, 2525, 239, 2536]
site-url: http://www.dailyqd.com — [756, 24, 906, 39]
announcement-paragraph: 咨询电话：0532-83888059 0532-85699076 — [714, 1417, 896, 1428]
announcement-columns — [0, 58, 1367, 2576]
section-title: 公 告 — [137, 16, 298, 61]
announcement-paragraph: 规划内容：项目用地面积16667平方米，总建筑面积16443.58平方米，其中：新建1号车间7357.19平方米，新建2号车间8654.16平方米，配套用房432.23平方米；容积率1.04，建筑密度57.12%，绿地率10%，停车位106个。 — [1035, 839, 1351, 893]
announcement-paragraph: 1、申请单位：青岛市市南区人民政府 — [714, 1289, 875, 1300]
announcement-paragraph: 建设单位：青岛中德智造科技有限公司 — [1054, 1980, 1219, 1991]
announcement-paragraph: 长江东路443号福瀛大厦大堂、项目现场出入口处及青岛西海岸新区政务网(查询流程：青岛西海岸新区政务网—政务公开—区自然资源局—重点项目—规划批前公示)。 — [16, 2001, 332, 2041]
announcement-paragraph: 途经施工路段车辆、行人请按照现场交通信号的指示，安全通行。 — [355, 340, 672, 381]
issuing-org-line: 青岛市崂山区城市管理局 — [88, 97, 260, 115]
announcement-paragraph: 建设单位：青岛广保佳创置业有限公司 — [36, 997, 200, 1008]
announcement-paragraph: 四、反馈方式：青岛市自然资源和规划局政务网站、规划展览馆公示区及现场意见箱 — [695, 675, 1012, 700]
announcement-paragraph: 一、公示项目基本情况： — [714, 1621, 822, 1632]
announcement-paragraph: 投票地点：中德生态园管委二楼马上办政务服务中心大厅，如需咨询可拨打咨询电话：建设单位18353258335，中德生态园生态规划建设部68977657。 — [695, 1011, 1012, 1051]
announcement-paragraph: 3、建设地点：城阳区城阳街道青岛高速以东、正阳路以北区域 — [714, 604, 982, 615]
announcement-title: 青岛市自然资源和规划局(青岛自贸片区)关于瑞源智创产业园批前公告 — [696, 72, 1011, 116]
announcement-paragraph: 一、公告项目基本情况： — [36, 1450, 142, 1461]
announcement-paragraph: 二、公示方式： — [1054, 996, 1123, 1007]
announcement-date: 2022年9月10日 — [1272, 513, 1338, 525]
announcement-paragraph: 四、公示时间：2022年9月13日至2022年9月19日 — [375, 2442, 579, 2453]
announcement-paragraph: 建设地点：青岛市黄岛区大罗山路(银屏山路—嘉陵江东路) — [36, 2355, 284, 2366]
announcement-paragraph: 2、建设项目：城阳区城阳街道东部片区CY1101-032、033地块规划调整 — [695, 576, 1012, 600]
